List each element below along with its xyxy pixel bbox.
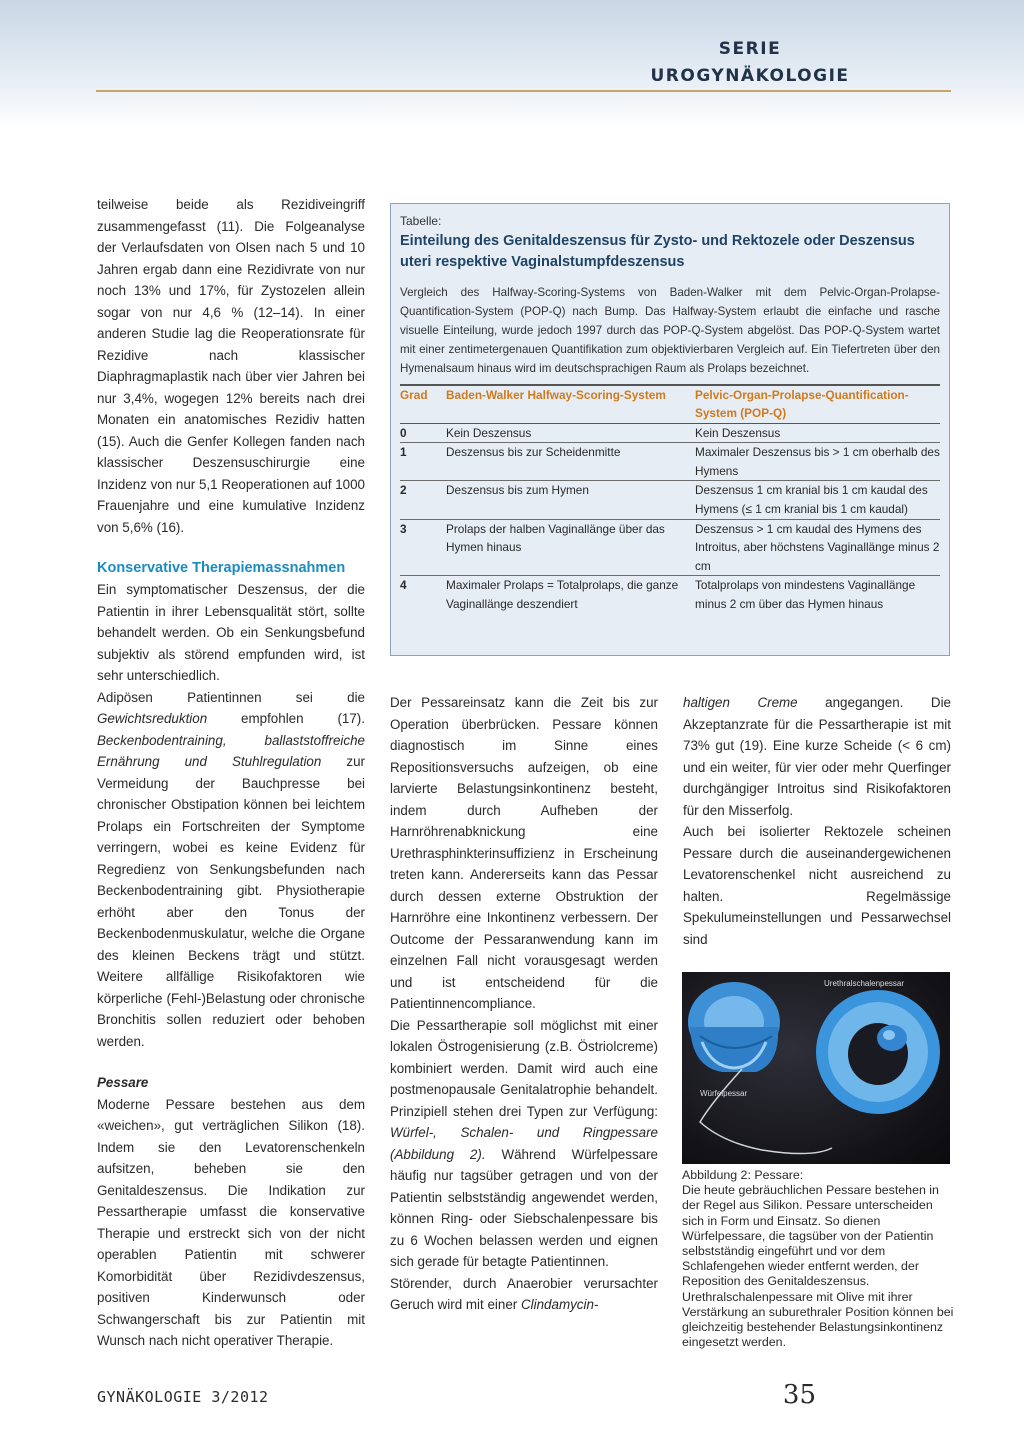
ring-pessary-image xyxy=(816,990,940,1114)
table-cell: 4 xyxy=(400,578,407,593)
column-left xyxy=(97,194,365,1352)
figure-caption xyxy=(682,1168,954,1350)
table-cell: Kein Deszensus xyxy=(695,425,781,440)
text-run-italic: Clindamycin- xyxy=(520,1297,599,1312)
text-run: angegangen. Die Akzeptanzrate für die Pessartherapie ist mit 73% gut (19). Eine kurze Scheide (< 6 cm) und ein weiter, für vier oder mehr Querfinger durchgängiger Introitus sind Risikofaktoren für den Misserfolg. xyxy=(683,695,951,818)
series-title xyxy=(550,36,950,90)
table-cell: 2 xyxy=(400,483,407,498)
text-run: Adipösen Patientinnen sei die xyxy=(97,689,365,705)
caption-text: Die heute gebräuchlichen Pessare bestehen in der Regel aus Silikon. Pessare unterscheiden sich in Form und Einsatz. So dienen Würfelpessare, die tagsüber von der Patientin selbstständig eingeführt und vor dem Schlafengehen wieder entfernt werden, der Reposition des Genitaldeszensus. Urethralschalenpessare mit Olive mit ihrer Verstärkung an suburethraler Position können bei gleichzeitig bestehender Belastungsinkontinenz eingesetzt werden. xyxy=(682,1183,954,1350)
paragraph: Auch bei isolierter Rektozele scheinen Pessare durch die auseinandergewichenen Levatorenschenkel nicht ausreichend zu halten. Regelmässige Spekulumeinstellungen und Pessarwechsel sind xyxy=(683,824,951,947)
table-row xyxy=(400,443,940,481)
table-cell: Kein Deszensus xyxy=(446,425,532,440)
table-header-cell: Pelvic-Organ-Prolapse-Quantification-System (POP-Q) xyxy=(695,387,909,421)
text-run: empfohlen (17). xyxy=(207,711,365,726)
text-run: zur Vermeidung der Bauchpresse bei chronischer Obstipation können bei leichtem Prolaps ein Fortschreiten der Symptome verringern, wobei es keine Evidenz für Regredienz von Senkungsbefunden nach Beckenbodentraining gibt. Physiotherapie erhöht aber den Tonus der Beckenbodenmuskulatur, welche die Organe des kleinen Beckens trägt und stützt. Weitere allfällige Risikofaktoren wie körperliche (Fehl-)Belastung oder chronische Bronchitis sollen reduziert oder behoben werden. xyxy=(97,754,365,1049)
table-title: Einteilung des Genitaldeszensus für Zysto- und Rektozele oder Deszensus uteri respektive Vaginalstumpfdeszensus xyxy=(400,233,915,270)
table-box xyxy=(390,203,950,656)
paragraph: teilweise beide als Rezidiveingriff zusammengefasst (11). Die Folgeanalyse der Verlaufsdaten von Olsen nach 5 und 10 Jahren ergab dann eine Rezidivrate von nur noch 13% und 17%, für Zystozelen allein sogar von nur 4,6 % (12–14). In einer anderen Studie lag die Reoperationsrate für Rezidive nach klassischer Diaphragmaplastik nach über vier Jahren bei nur 3,4%, wogegen 12% bereits nach drei Monaten ein anatomisches Rezidiv hatten (15). Auch die Genfer Kollegen fanden nach klassischer Deszensuschirurgie eine Inzidenz von nur 5,1 Reoperationen auf 1000 Frauenjahre und eine kumulative Inzidenz von 5,6% (16). xyxy=(97,197,366,535)
ring-pessary-label: Urethralschalenpessar xyxy=(824,979,905,988)
table-header-cell: Grad xyxy=(400,387,428,402)
table-label: Tabelle: xyxy=(400,214,442,228)
table-cell: Deszensus bis zum Hymen xyxy=(446,483,589,498)
series-label: SERIE xyxy=(718,39,782,59)
caption-title: Abbildung 2: Pessare: xyxy=(682,1168,804,1182)
table-intro: Vergleich des Halfway-Scoring-Systems von Baden-Walker mit dem Pelvic-Organ-Prolapse-Quantification-System (POP-Q) nach Bump. Das Halfway-System erlaubt die einfache und rasche visuelle Einteilung, wurde jedoch 1997 durch das POP-Q-System abgelöst. Das POP-Q-System wartet mit einer zentimetergenauen Quantifikation zum objektivierbaren Vergleich auf. Ein Tiefertreten über den Hymenalsaum hinaus wird im deutschsprachigen Raum als Prolaps bezeichnet. xyxy=(400,286,940,375)
paragraph: Moderne Pessare bestehen aus dem «weichen», gut verträglichen Silikon (18). Indem sie den Levatorenschenkeln aufsitzen, beheben sie den Genitaldeszensus. Die Indikation zur Pessartherapie umfasst die konservative Therapie und erstreckt sich von der nicht operablen Patientin mit schwerer Komorbidität über Rezidivdeszensus, positiven Kinderwunsch oder Schwangerschaft bis zur Patientin mit Wunsch nach nicht operativer Therapie. xyxy=(97,1096,365,1348)
column-right xyxy=(683,692,951,950)
text-run: Während Würfelpessare häufig nur tagsüber getragen und von der Patientin selbstständig angewendet werden, können Ring- oder Siebschalenpessare bis zu 6 Wochen belassen werden und eignen sich gerade für betagte Patientinnen. xyxy=(390,1146,658,1269)
table-cell: 0 xyxy=(400,425,407,440)
table-cell: Maximaler Prolaps = Totalprolaps, die ganze Vaginallänge deszendiert xyxy=(446,578,679,612)
text-run-italic: Würfel-, Schalen- und Ringpessare (Abbildung 2). xyxy=(390,1125,658,1162)
paragraph xyxy=(390,1273,658,1316)
column-middle xyxy=(390,692,658,1316)
text-run-italic: Beckenbodentraining, ballaststoffreiche Ernährung und Stuhlregulation xyxy=(97,732,365,769)
text-run: Störender, durch Anaerobier verursachter Geruch wird mit einer xyxy=(390,1275,658,1312)
table-cell: Deszensus > 1 cm kaudal des Hymens des Introitus, aber höchstens Vaginallänge minus 2 cm xyxy=(695,521,940,573)
text-run: Die Pessartherapie soll möglichst mit einer lokalen Östrogenisierung (z.B. Östriolcreme) kombiniert werden. Damit wird auch eine postmenopausale Genitalatrophie behandelt. Prinzipiell stehen drei Typen zur Verfügung: xyxy=(390,1017,658,1119)
table-header-row xyxy=(400,386,940,424)
series-topic: UROGYNÄKOLOGIE xyxy=(650,66,850,86)
page-number: 35 xyxy=(782,1380,816,1410)
cube-pessary-label: Würfelpessar xyxy=(700,1089,748,1098)
table-row xyxy=(400,520,940,577)
table-cell: Deszensus bis zur Scheidenmitte xyxy=(446,445,621,460)
table-cell: Totalprolaps von mindestens Vaginallänge minus 2 cm über das Hymen hinaus xyxy=(695,578,916,612)
journal-footer: GYNÄKOLOGIE 3/2012 xyxy=(97,1388,269,1406)
subsection-heading: Pessare xyxy=(97,1075,149,1090)
table-row xyxy=(400,576,940,613)
text-run-italic: haltigen Creme xyxy=(683,695,798,710)
paragraph: Ein symptomatischer Deszensus, der die Patientin in ihrer Lebensqualität stört, sollte behandelt werden. Ob ein Senkungsbefund subjektiv als störend empfunden wird, ist sehr unterschiedlich. xyxy=(97,582,365,683)
paragraph xyxy=(390,1015,658,1273)
pessary-photo xyxy=(682,972,950,1164)
cube-pessary-image xyxy=(688,982,832,1154)
table-row xyxy=(400,481,940,519)
paragraph xyxy=(97,687,365,1053)
table-header-cell: Baden-Walker Halfway-Scoring-System xyxy=(446,387,666,402)
table-cell: Prolaps der halben Vaginallänge über das Hymen hinaus xyxy=(446,521,665,555)
paragraph: Der Pessareinsatz kann die Zeit bis zur Operation überbrücken. Pessare können diagnostisch im Sinne eines Repositionsversuchs aufzeigen, ob eine larvierte Belastungsinkontinenz besteht, indem durch Aufheben der Harnröhrenabknickung eine Urethrasphinkterinsuffizienz in Erscheinung treten kann. Andererseits kann das Pessar durch dessen externe Obstruktion der Harnröhre eine Inkontinenz verbessern. Der Outcome der Pessaranwendung kann im einzelnen Fall nicht vorausgesagt werden und ist entscheidend für die Patientinnencompliance. xyxy=(390,695,658,1011)
table-cell: Maximaler Deszensus bis > 1 cm oberhalb des Hymens xyxy=(695,445,940,478)
table-cell: 1 xyxy=(400,445,407,460)
header-rule xyxy=(96,90,951,92)
table-cell: 3 xyxy=(400,521,407,536)
text-run-italic: Gewichtsreduktion xyxy=(97,711,208,726)
table-cell: Deszensus 1 cm kranial bis 1 cm kaudal des Hymens (≤ 1 cm kranial bis 1 cm kaudal) xyxy=(695,483,928,517)
pessary-illustration xyxy=(682,972,950,1164)
section-heading: Konservative Therapiemassnahmen xyxy=(97,560,346,576)
paragraph xyxy=(683,692,951,821)
table-row xyxy=(400,424,940,444)
